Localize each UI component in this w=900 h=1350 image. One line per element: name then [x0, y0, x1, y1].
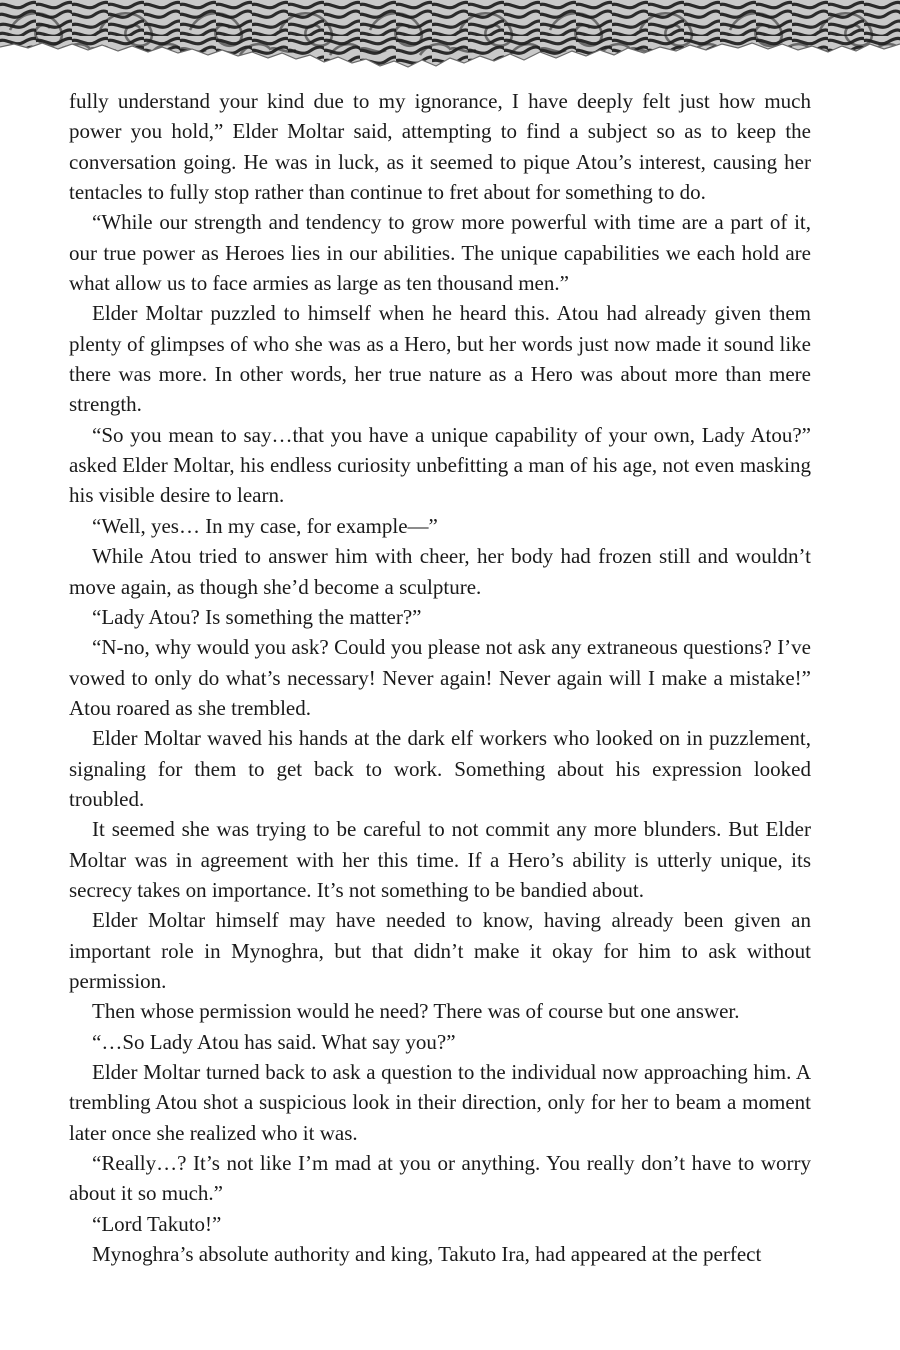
- paragraph-13: “…So Lady Atou has said. What say you?”: [92, 1029, 456, 1054]
- paragraph-8: “N-no, why would you ask? Could you please not ask any extraneous questions? I’ve vowed to only do what’s necessary! Never again! Never again will I make a mistake!” Atou roared as she trembled.: [69, 635, 811, 720]
- torn-paper-texture-icon: [0, 0, 900, 72]
- paragraph-15: “Really…? It’s not like I’m mad at you or anything. You really don’t have to worry about it so much.”: [69, 1151, 811, 1206]
- paragraph-16: “Lord Takuto!”: [92, 1211, 222, 1236]
- paragraph-17: Mynoghra’s absolute authority and king, Takuto Ira, had appeared at the perfect: [92, 1242, 762, 1267]
- torn-paper-header: [0, 0, 900, 72]
- paragraph-4: “So you mean to say…that you have a unique capability of your own, Lady Atou?” asked Elder Moltar, his endless curiosity unbefitting a man of his age, not even masking his visible desire to learn.: [69, 422, 811, 508]
- paragraph-10: It seemed she was trying to be careful to not commit any more blunders. But Elder Moltar was in agreement with her this time. If a Hero’s ability is utterly unique, its secrecy takes on importance. It’s not something to be bandied about.: [69, 817, 811, 902]
- paragraph-5: “Well, yes… In my case, for example—”: [92, 513, 438, 538]
- paragraph-12: Then whose permission would he need? There was of course but one answer.: [92, 999, 740, 1024]
- paragraph-11: Elder Moltar himself may have needed to know, having already been given an important role in Mynoghra, but that didn’t make it okay for him to ask without permission.: [69, 908, 811, 993]
- paragraph-2: “While our strength and tendency to grow more powerful with time are a part of it, our true power as Heroes lies in our abilities. The unique capabilities we each hold are what allow us to face armies as large as ten thousand men.”: [69, 210, 811, 296]
- paragraph-1: fully understand your kind due to my ignorance, I have deeply felt just how much power you hold,” Elder Moltar said, attempting to find a subject so as to keep the conversation going. He was in luck, as it seemed to pique Atou’s interest, causing her tentacles to fully stop rather than continue to fret about for something to do.: [69, 89, 811, 205]
- paragraph-7: “Lady Atou? Is something the matter?”: [92, 604, 422, 629]
- paragraph-14: Elder Moltar turned back to ask a question to the individual now approaching him. A trembling Atou shot a suspicious look in their direction, only for her to beam a moment later once she realized who it was.: [69, 1060, 811, 1145]
- paragraph-6: While Atou tried to answer him with cheer, her body had frozen still and wouldn’t move again, as though she’d become a sculpture.: [69, 544, 811, 599]
- paragraph-9: Elder Moltar waved his hands at the dark elf workers who looked on in puzzlement, signaling for them to get back to work. Something about his expression looked troubled.: [69, 726, 811, 811]
- paragraph-3: Elder Moltar puzzled to himself when he heard this. Atou had already given them plenty of glimpses of who she was as a Hero, but her words just now made it sound like there was more. In other words, her true nature as a Hero was about more than mere strength.: [69, 301, 811, 417]
- chapter-body-text: [69, 86, 811, 1269]
